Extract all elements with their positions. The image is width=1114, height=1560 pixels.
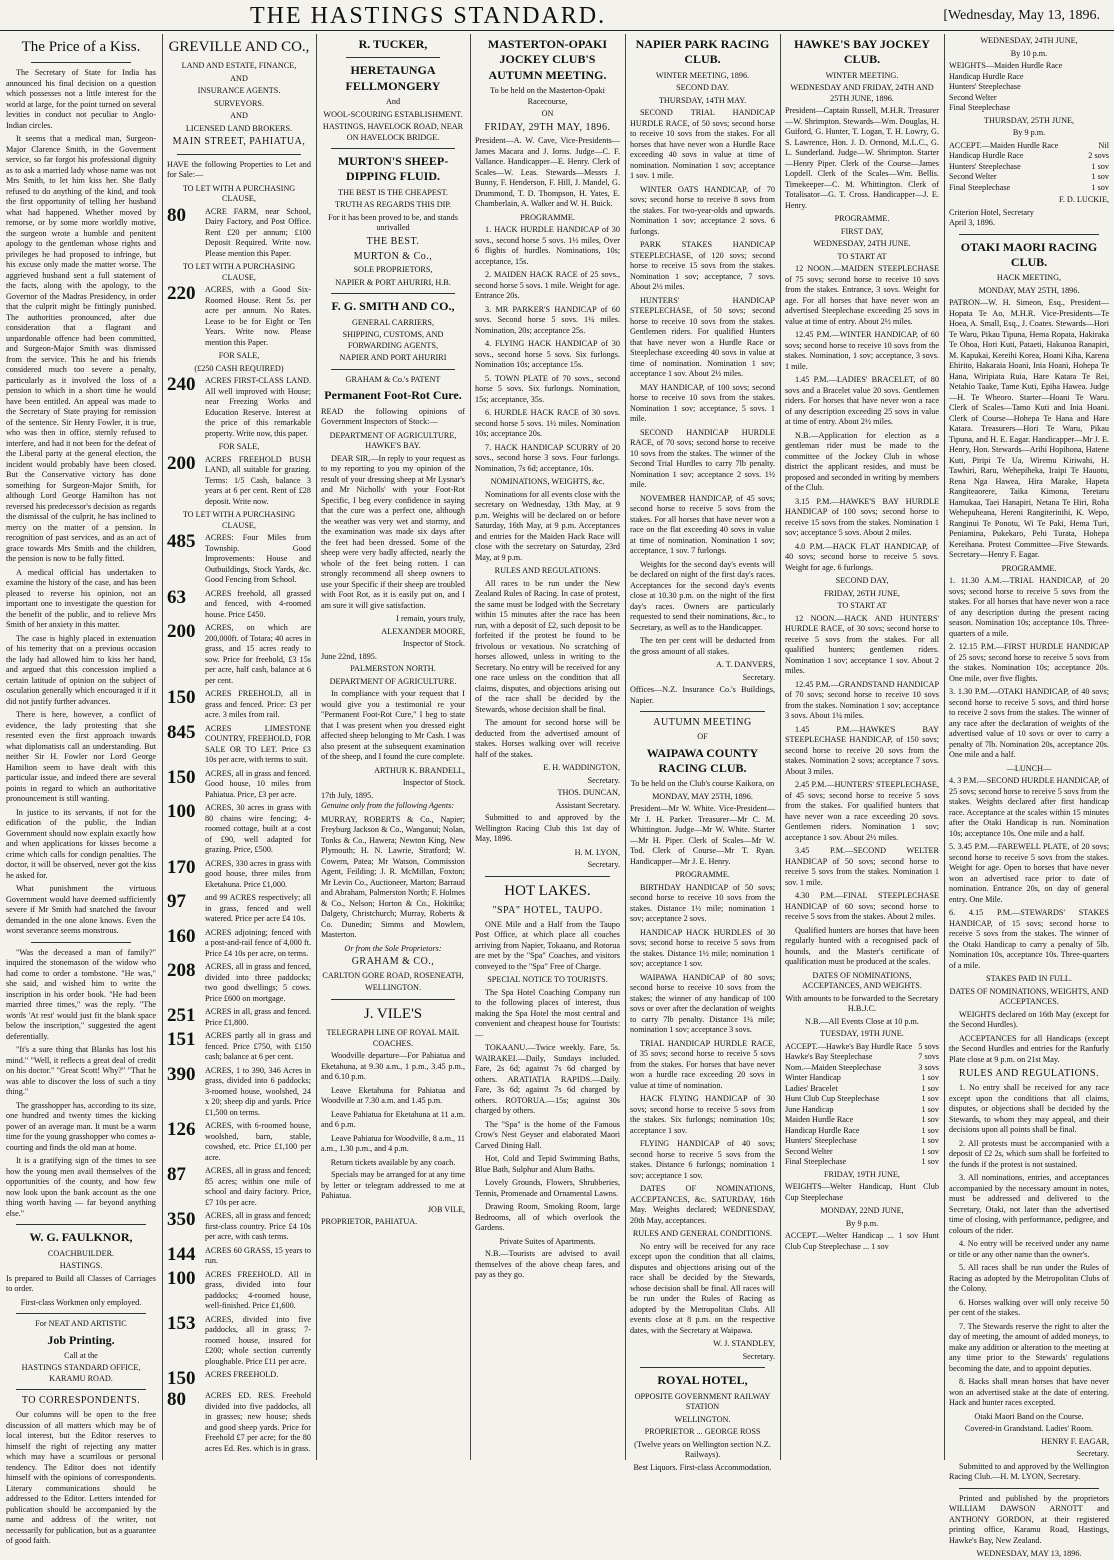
ad-subtitle: LAND AND ESTATE, FINANCE, [181, 61, 297, 71]
race-entry: 12 NOON.—MAIDEN STEEPLECHASE of 75 sovs; second horse to receive 10 sovs from the stakes. Entrance, 3 sovs. Weight for age. For all horses that have never won an advertised Steeplechase exceeding 25 sovs in value at time of entry. About 2½ miles. [785, 264, 939, 326]
signature: F. D. LUCKIE, [1058, 195, 1109, 204]
ad-subtitle: AND [230, 73, 248, 83]
race-entry: 3. 1.30 P.M.—OTAKI HANDICAP, of 40 sovs; second horse to receive 5 sovs, and third horse to receive 2 sovs from the stakes. The winner of any race after the declaration of weights of the advertised value of 10 sovs or over to carry a penalty of 7lb. Nomination 20s, acceptance 20s. One mile and a half. [949, 687, 1109, 760]
ad-text: ONE Mile and a Half from the Taupo Post Office, at which place all coaches arriving from Napier, Tokaanu, and Rotorua are met by the "Spa" Coaches, and visitors conveyed to the "Spa" Free of Charge. [475, 919, 620, 971]
fee-row: Handicap Hurdle Race 2 sovs [949, 151, 1109, 160]
notice-text: Submitted to and approved by the Wellington Racing Club this 1st day of May, 1896. [475, 813, 620, 844]
race-entry: 6. 4.15 P.M.—STEWARDS' STAKES HANDICAP, of 15 sovs; second horse to receive 5 sovs from the stakes. The winner of the Otaki Handicap to carry a penalty of 5lb. Nomination 10s, acceptance 10s. Three-quarters of a mile. [949, 908, 1109, 970]
event-date: FRIDAY, 29TH MAY, 1896. [484, 121, 611, 133]
property-listing: 153 ACRES, divided into five paddocks, all in grass; 7-roomed house, insured for £200; whole section currently ploughable. Price £11 per acre. [167, 1312, 311, 1366]
ad-text: READ the following opinions of Government Inspectors of Stock:— [321, 406, 465, 427]
ad-text: Hot, Cold and Tepid Swimming Baths, Blue Bath, Sulphur and Alum Baths. [475, 1154, 620, 1174]
column-rule [162, 34, 163, 1460]
officers-list: President—Mr W. White. Vice-President—Mr J. H. Parker. Treasurer—Mr C. M. Whittington. Judge—Mr W. White. Starter—Mr H. Piper. Clerk of Scales—Mr W. Tod. Clerk of Course—Mr T. Ryan. Handicapper—Mr J. E. Henry. [630, 804, 775, 866]
race-entry: 12.45 P.M.—GRANDSTAND HANDICAP of 70 sovs; second horse to receive 10 sovs from the stakes. Nomination 1 sov; acceptance 3 sovs. About 1¼ miles. [785, 679, 939, 721]
agent-list: MURRAY, ROBERTS & Co., Napier; Freyburg Jackson & Co., Wanganui; Nolan, Tonks & Co., Hawera; Newton King, New Plymouth; H. N. Lawrie, Stratford; W. Cowern, Patea; Mr Watson, Commission Agent, Feilding; J. R. McMillan, Foxton; Mr Levin Co., Auctioneer, Marton; Barraud and Abraham, Palmerston North; F. Holmes & Co., Nelson; Horton & Co., Hokitika; Dalgety, Christchurch; Murray, Roberts & Co. Dunedin; Simms and Mowlem, Masterton. [321, 814, 465, 940]
article-headline: The Price of a Kiss. [21, 39, 141, 55]
ad-text: For it has been proved to be, and stands unrivalled [328, 212, 458, 233]
date-text: June 22nd, 1895. [321, 651, 377, 661]
date-text: 17th July, 1895. [321, 790, 374, 800]
ad-text: (Twelve years on Wellington section N.Z. Railways). [634, 1439, 771, 1460]
notice-text: No entry will be received for any race except upon the condition that all claims, disputes and objections arising out of the race shall be decided by the Stewards, whose decision shall be final. All races will be run under the Rules of Racing as adopted by the Metropolitan Clubs. All events close at 8 p.m. on the respective dates, with the Secretary at Waipawa. [630, 1241, 775, 1335]
ad-title: MASTERTON-OPAKI JOCKEY CLUB'S AUTUMN MEETING. [487, 37, 608, 82]
ad-subtitle: SURVEYORS. [213, 98, 265, 108]
signature: W. J. STANDLEY, [713, 1339, 775, 1349]
ad-subtitle: GRAHAM & Co.'s PATENT [345, 374, 441, 384]
event-date: MONDAY, 22ND JUNE, [820, 1206, 904, 1216]
ad-text: First-class Workmen only employed. [20, 1297, 142, 1307]
officers-list: PATRON—W. H. Simeon, Esq., President—Hopata Te Ao, M.H.R. Vice-Presidents—Te Hoea, A. Small, Esq., J. Coates. Stewards—Hori Te Waru, Pikau Tipuna, Hema Ropata, Hakiraka Te Ohoa, Hori Kuti, Pataeti, Hakunoa Ranapiri, M. Kapukai, Kereihi Korea, Hoani Kiha, Karena Ehirito, Hakaraia Hoani, Inia Hoani, Hohepa Te Hana, Wiripiata Ruia, Hare Katara Te Rei, Netahio Taake, Tame Kuti, Epiha Hawea. Judge—H. Te Wheoro. Starter—Hoani Te Waru. Clerk of Scales—Tamo Kuti and Inia Hoani. Clerk of Course—Hohepa Te Hana and Hare Katara. Treasurers—Hori Te Waru, Pikau Tipuna, and H. E. Eagar. Handicapper—Mr J. E. Henry, Hon. Stewards—Arihi Hopihona, Hatene Kuti, Piripi Te Ua, Wiremu Kiriwahi, H. Tawhiri, Raru, Wehepiheka, Iraipi Te Hauotu, Rena Nga Hawea, Hira Marake, Hapeta Rangiteaorere, Taika Kimona, Teretaru Hamukaa, Taei Hanapiri, Netana Te Hiri, Roha Wehepuheana, Hereni Rangiterinihi, K. Wepo, Ranginui Te Ponotu, Wi Te Paki, Hema Turi, Peniamina, Pukekaro, Pehi Turata, Hohepa Kereihana. Protest Committee—Five Stewards. Secretary—Henry F. Eagar. [949, 298, 1109, 560]
ad-text: Specials may be arranged for at any time by letter or telegram addressed to me at Pahiatua. [321, 1170, 465, 1201]
fee-row: Winter Handicap 1 sov [785, 1073, 939, 1083]
race-entry: 12.45 P.M.—WINTER HANDICAP, of 60 sovs; second horse to receive 10 sovs from the stakes. Nomination, 1 sov; acceptance, 3 sovs. 1 mile. [785, 330, 939, 371]
signature: THOS. DUNCAN, [557, 788, 620, 798]
ad-subtitle: WINTER MEETING, 1896. [655, 70, 750, 80]
ad-text: By 9 p.m. [845, 1218, 879, 1228]
signature: Assistant Secretary. [555, 800, 620, 810]
issue-date: [Wednesday, May 13, 1896. [943, 8, 1100, 23]
race-entry: 4. FLYING HACK HANDICAP of 30 sovs., second horse 5 sovs. Six furlongs. Nomination 10s; acceptance 15s. [475, 339, 620, 370]
ad-subtitle: OPPOSITE GOVERNMENT RAILWAY STATION [634, 1391, 771, 1412]
ad-place: HASTINGS. [59, 1261, 103, 1271]
ad-text: For NEAT AND ARTISTIC [35, 1319, 127, 1329]
column-rule [780, 34, 781, 1460]
fee-row: Final Steeplechase 1 sov [785, 1157, 939, 1167]
rule-text: 4. No entry will be received under any name or title or any other name than the owner's. [949, 1239, 1109, 1259]
ad-title: Permanent Foot-Rot Cure. [324, 388, 462, 403]
section-heading: STAKES PAID IN FULL. [986, 974, 1072, 984]
signature: Secretary. [742, 1351, 775, 1361]
property-listing: 170 ACRES, 330 acres in grass with good house, three miles from Eketahuna. Price £1,000. [167, 856, 311, 889]
day-heading: FIRST DAY, [840, 226, 884, 236]
property-listing: 208 ACRES, all in grass and fenced, divided into three paddocks; two good dwellings; 5 cows. Price £600 on mortgage. [167, 960, 311, 1003]
property-heading: TO LET WITH A PURCHASING CLAUSE, [182, 510, 296, 530]
property-listing: 150 ACRES, all in grass and fenced. Good house, 10 miles from Pahiatua. Price, £3 per acre. [167, 766, 311, 799]
race-entry: 1. HACK HURDLE HANDICAP of 30 sovs., second horse 5 sovs. 1½ miles, Over 6 flights of hurdles. Nominations, 10s; acceptance, 15s. [475, 225, 620, 266]
race-entry: HUNTERS' HANDICAP STEEPLECHASE, of 50 sovs; second horse to receive 10 sovs from the stakes. Gentlemen riders. For qualified Hunters that have never won a Hurdle Race or Steeplechase exceeding 40 sovs in value at time of nomination. Nomination 1 sov; acceptance 1 sov. About 2½ miles. [630, 295, 775, 379]
event-date: WEDNESDAY, 24TH JUNE, [980, 36, 1078, 45]
event-date: TUESDAY, 19TH JUNE. [820, 1029, 904, 1039]
section-heading: PROGRAMME. [520, 212, 575, 222]
date-text: April 3, 1896. [949, 218, 995, 227]
section-heading: RULES AND REGULATIONS. [958, 1068, 1100, 1080]
property-listing: 100 ACRES, 30 acres in grass with 80 chains wire fencing; 4-roomed cottage, built at a cost of £90, well adapted for grazing. Price, £500. [167, 801, 311, 855]
article-paragraph: There is here, however, a conflict of evidence, the lady protesting that she resented even the first approach towards what diplomatists call an understanding. But neither Sir H. Fowler nor Lord George Hamilton seem to have dealt with this particular issue, and indeed there are several points in regard to which an authoritative pronouncement is still wanting. [6, 710, 156, 804]
property-listing: 350 ACRES, all in grass and fenced; first-class country. Price £4 10s per acre, with cash terms. [167, 1209, 311, 1242]
ad-company: GRAHAM & CO., [351, 956, 435, 968]
ad-title: NAPIER PARK RACING CLUB. [635, 37, 770, 67]
rule-text: 7. The Stewards reserve the right to alter the day of meeting, the amount of added moneys, to make any addition or alteration to the meeting at any time prior to the Stewards' regulations becoming the date, and to appoint deputies. [949, 1321, 1109, 1373]
ad-text: Woodville departure—For Pahiatua and Eketahuna, at 9.30 a.m., 1 p.m., 3.45 p.m., and 6.10 p.m. [321, 1051, 465, 1082]
property-listing: 87 ACRES, all in grass and fenced; 85 acres; within one mile of school and dairy factory. Price, £7 10s per acre. [167, 1164, 311, 1207]
fee-row: Maiden Hurdle Race 1 sov [785, 1115, 939, 1125]
property-heading: FOR SALE, [218, 442, 260, 452]
race-entry: 3.45 P.M.—SECOND WELTER HANDICAP of 50 sovs; second horse to receive 5 sovs from the stakes. Nomination 1 sov. 1 mile. [785, 846, 939, 887]
ad-text: TOKAANU.—Twice weekly. Fare, 5s. WAIRAKEI.—Daily, Sundays included. Fare, 2s 6d; against 7s 6d charged by others. ARATIATIA RAPIDS.—Daily. Fare, 3s 6d; against 7s 6d charged by others. ROTORUA.—15s; against 30s charged by others. [475, 1043, 620, 1116]
article-paragraph: It seems that a medical man, Surgeon-Major Clarence Smith, in the Goverment service, so far forgot his professional dignity as to ask a married lady whose name was not Mrs Smith, to let him kiss her. She flatly refused to do anything of the kind, and took the first opportunity of telling her husband what had happened. Whether moved by remorse, or by some more worldly motive, the surgeon wrote a humble and penitent apology to the gentleman whose rights and privileges he had proposed to infringe, but his excuse only made the matter worse. The aggrieved husband sent a full statement of the facts, along with the apology, to the Governor of the Madras Presidency, in order that the culprit might be fittingly punished. The authorities pronounced, after due consideration that a flagrant and unpardonable offence had been committed, and Surgeon-Major Smith was dismissed from the service. This he and his friends considered much too severe a penalty, particularly as it involved the loss of a pension to which in a short time he would have been entitled. An appeal was made to the Secretary of State praying for remission of the sentence. Sir Henry Fowler, it is true, who was then in office, sternly refused to interfere, and had it not been for the defeat of the Liberal party at the general election, the incident would probably have been closed. But the Conservative victory has done something for Surgeon-Major Smith, for although Lord George Hamilton has not reversed his predecessor's decision as regards the dismissal of the culprit, he has inclined to mercy on the matter of a pension. In recognition of past services, and as an act of grace towards Mrs Smith and the children, the pension is now to be fully fitted. [6, 134, 156, 564]
ad-subtitle: SECOND DAY. [676, 83, 729, 93]
ad-title: F. G. SMITH AND CO., [331, 299, 455, 314]
section-heading: NOMINATIONS, WEIGHTS, &c. [490, 477, 605, 487]
column-7 [949, 34, 1109, 1559]
property-listing: 485 ACRES: Four Miles from Township. Good Improvements: House and Outbuildings, Stock Yards, &c. Good Fencing from School. [167, 531, 311, 585]
race-entry: 4. 3 P.M.—SECOND HURDLE HANDICAP, of 25 sovs; second horse to receive 5 sovs from the stakes. Weights declared after first handicap race. Acceptance at the scales within 15 minutes after the Otaki Handicap is run. Nomination 10s; acceptance 10s. One mile and a half. [949, 776, 1109, 838]
signature: I remain, yours truly, [396, 614, 465, 624]
article-paragraph: It is a gratifying sign of the times to see how the young men avail themselves of the opportunities of the county, and how few now look upon the bank account as the one thing worth having — far beyond anything else." [6, 1156, 156, 1218]
day-heading: SECOND DAY, [835, 576, 889, 586]
article-paragraph: "Was the deceased a man of family?" inquired the stonemason of the widow who had come to order a tombstone. "He was," she said, and wished him to write the inscription in his order book. "He had been married three times," was the reply. "The words 'At rest' would just fit the blank space below the inscription," suggested the agent deferentially. [6, 947, 156, 1041]
notice-text: ACCEPT.—Welter Handicap ... 1 sov Hunt Club Cup Steeplechase ... 1 sov [785, 1231, 939, 1251]
ad-text: SHIPPING, CUSTOMS, AND FORWARDING AGENTS, [342, 330, 444, 350]
race-entry: 3.15 P.M.—HAWKE'S BAY HURDLE HANDICAP of 100 sovs; second horse to receive 15 sovs from the stakes. Nomination 1 sov; acceptance 5 sovs. About 2 miles. [785, 496, 939, 538]
column-rule [944, 34, 945, 1460]
ad-address: HASTINGS, HAVELOCK ROAD, NEAR ON HAVELOCK BRIDGE. [322, 122, 464, 142]
fee-row: Second Welter 1 sov [785, 1146, 939, 1156]
property-listing: 251 ACRES in all, grass and fenced. Price £1,800. [167, 1005, 311, 1027]
event-date: THURSDAY, 14TH MAY. [658, 95, 747, 105]
property-listing: 63 ACRES freehold, all grassed and fenced, with 4-roomed house. Price £450. [167, 586, 311, 619]
signature: ARTHUR K. BRANDELL, [374, 765, 465, 775]
section-heading: TO CORRESPONDENTS. [21, 1395, 141, 1407]
signature: Criterion Hotel, Secretary [949, 207, 1034, 217]
article-paragraph: In justice to its servants, if not for the edification of the public, the Indian Government should now explain exactly how and when applications for kisses become a crime which calls for condign penalties. The doctor, it will be observed, never got the kiss he asked for. [6, 807, 156, 880]
section-heading: PROGRAMME. [675, 870, 730, 880]
ad-address: MAIN STREET, PAHIATUA, [172, 136, 306, 148]
ad-title: HERETAUNGA FELLMONGERY [345, 63, 441, 93]
ad-address: HASTINGS STANDARD OFFICE, KARAMU ROAD. [21, 1363, 141, 1383]
property-listing: 97 and 99 ACRES respectively; all in grass, fenced and well watered. Price per acre £4 10s. [167, 891, 311, 924]
rule-text: 2. All protests must be accompanied with a deposit of £2 2s, which sum shall be forfeited to the funds if the protest is not sustained. [949, 1138, 1109, 1169]
race-entry: 1. 11.30 A.M.—TRIAL HANDICAP, of 20 sovs; second horse to receive 5 sovs from the stakes. For all horses that have never won a race of any description during the present racing season. Nomination 10s; acceptance 10s. Three-quarters of a mile. [949, 576, 1109, 638]
notice-text: Submitted to and approved by the Wellington Racing Club.—H. M. LYON, Secretary. [949, 1461, 1109, 1482]
article-paragraph: "It's a sure thing that Blanks has lost his mind." "Well, it reflects a great deal of credit on his doctor." "Great Scott! Why?" "That he was able to discover the loss of such a tiny thing." [6, 1045, 156, 1097]
article-paragraph: The Secretary of State for India has announced his final decision on a question which possesses not a little interest for the world at large, for the point turned on several levities in conduct not peculiar to Anglo-Indian circles. [6, 68, 156, 130]
section-heading: RULES AND GENERAL CONDITIONS. [632, 1229, 773, 1239]
fee-row: ACCEPT.—Maiden Hurdle Race Nil [949, 140, 1109, 150]
fee-row: Hunters' Steeplechase 1 sov [949, 161, 1109, 171]
ad-text: TRUTH AS REGARDS THIS DIP. [334, 200, 452, 210]
ad-text: PROPRIETOR ... GEORGE ROSS [644, 1427, 761, 1437]
event-date: FRIDAY, 26TH JUNE, [824, 588, 900, 598]
imprint-date: WEDNESDAY, MAY 13, 1896. [976, 1549, 1082, 1559]
signature: JOB VILE, [427, 1204, 465, 1214]
section-heading: —LUNCH— [1006, 763, 1052, 773]
race-entry: 1.45 P.M.—HAWKE'S BAY STEEPLECHASE HANDICAP, of 150 sovs; second horse to receive 20 sovs from the stakes. Nomination 2 sovs; acceptance 7 sovs. About 3 miles. [785, 724, 939, 776]
signature: H. M. LYON, [574, 847, 620, 857]
notice-text: Nominations for all events close with the secretary on Wednesday, 13th May, at 9 p.m. Weights will be declared on or before Saturday, 16th May, at 9 p.m. Acceptances and entries for the Maiden Hack Race will close with the secretary on Saturday, 23rd May, at 9 p.m. [475, 489, 620, 562]
race-entry: 1.45 P.M.—LADIES' BRACELET, of 80 sovs and a Bracelet value 20 sovs. Gentlemen riders. For horses that have never won a race of any description exceeding 25 sovs in value at time of entry. About 2½ miles. [785, 375, 939, 427]
race-entry: 2.45 P.M.—HUNTERS' STEEPLECHASE, of 45 sovs; second horse to receive 5 sovs from the stakes. For qualified hunters that have never won a race exceeding 20 sovs. Gentlemen riders. Nomination 1 sov; acceptance 1 sov. About 2½ miles. [785, 780, 939, 842]
ad-title: HOT LAKES. [504, 882, 591, 899]
notice-text: N.B.—Application for election as a gentleman rider must be made to the committee of the Jockey Club in whose district the applicant resides, and must be proposed and seconded in writing by members of the Club. [785, 430, 939, 493]
fee-row: June Handicap 1 sov [785, 1104, 939, 1114]
ad-text: THE BEST. [366, 235, 420, 247]
ad-address: NAPIER AND PORT AHURIRI [339, 353, 447, 363]
ad-title: R. TUCKER, [358, 37, 428, 51]
ad-text: Is prepared to Build all Classes of Carriages to order. [6, 1273, 156, 1294]
ad-company: MURTON & Co., [353, 250, 433, 262]
ad-text: By 10 p.m. [1010, 48, 1048, 58]
notice-text: WEIGHTS declared on 16th May (except for the Second Hurdles). [949, 1009, 1109, 1030]
notice-text: Otaki Maori Band on the Course. [974, 1411, 1084, 1421]
ad-subtitle: COACHBUILDER. [47, 1248, 115, 1258]
property-listing: 390 ACRES, 1 to 390, 346 Acres in grass, divided into 6 paddocks; 3-roomed house, woolshed, 24 x 20; sheep dip and yards. Price £1,500 on terms. [167, 1063, 311, 1117]
property-listing: 126 ACRES, with 6-roomed house, woolshed, barn, stable, cowshed, etc. Price £1,100 per acre. [167, 1119, 311, 1162]
property-listing: 160 ACRES adjoining; fenced with a post-and-rail fence of 4,000 ft. Price £4 10s per acre, on terms. [167, 925, 311, 958]
event-date: WEDNESDAY AND FRIDAY, 24TH AND 25TH JUNE, 1896. [790, 83, 934, 103]
ad-text: Drawing Room, Smoking Room, large Bedrooms, all of which overlook the Gardens. [475, 1202, 620, 1233]
property-listing: 200 ACRES FREEHOLD BUSH LAND, all suitable for grazing. Terms: 1/5 Cash, balance 3 years at 6 per cent. Rent of £28 deposit. Write now. [167, 452, 311, 506]
ad-text: Genuine only from the following Agents: [321, 801, 455, 811]
race-entry: 7. HACK HANDICAP SCURRY of 20 sovs., second horse 3 sovs. Four furlongs. Nomination, 7s 6d; acceptance, 10s. [475, 442, 620, 473]
race-entry: 2. 12.15 P.M.—FIRST HURDLE HANDICAP of 25 sovs; second horse to receive 5 sovs from the stakes. Nomination 10s; acceptance 20s. One mile, over five flights. [949, 642, 1109, 683]
ad-address: Offices—N.Z. Insurance Co.'s Buildings, Napier. [630, 685, 775, 705]
notice-text: Our columns will be open to the free discussion of all matters which may be of local interest, but the Editor reserves to himself the right of rejecting any matter which may have a scurrilous or personal tendency. The Editor does not identify himself with the opinions of correspondents. Literary communications should be addressed to the Editor. Letters intended for publication should be accompanied by the name and address of the writer, not necessarily for publication, but as a guarantee of good faith. [6, 1410, 156, 1546]
ad-subtitle: WINTER MEETING. [825, 70, 899, 80]
ad-text: Leave Pahiatua for Woodville, 8 a.m., 11 a.m., 1.30 p.m., and 4 p.m. [321, 1133, 465, 1154]
fee-row: Second Welter 1 sov [949, 172, 1109, 181]
ad-text: And [385, 97, 401, 107]
signature: Inspector of Stock. [402, 778, 465, 788]
rule-text: 1. No entry shall be received for any race except upon the conditions that all claims, disputes, or objections shall be decided by the Stewards, to whom they may appeal, and their decisions upon all points shall be final. [949, 1083, 1109, 1135]
signature: ALEXANDER MOORE, [381, 626, 465, 636]
officers-list: President—A. W. Cave, Vice-Presidents—James Macara and J. Iorns. Judge—C. F. Vallance. Handicapper—E. Henry. Clerk of Scales—W. Leas. Stewards—Messrs J. Bunny, F. Henderson, F. Hill, J. Mandel, G. Drummond, T. D. Thompson, H. Yates, E. Chamberlain, A. Walker and W. H. Buick. [475, 136, 620, 209]
notice-text: Weights for the second day's events will be declared on night of the first day's races. Acceptances for the second day's events close at 10.30 p.m. on the night of the first day's races. Owners are particularly requested to send their nominations, &c., to Secretary, as well as to the Handicapper. [630, 559, 775, 632]
property-heading: TO LET WITH A PURCHASING CLAUSE, [182, 262, 296, 282]
ad-subtitle: LICENSED LAND BROKERS. [185, 123, 293, 133]
ad-text: Or from the Sole Proprietors: [344, 943, 442, 953]
notice-text: WEIGHTS—Welter Handicap, Hunt Club Cup Steeplechase [785, 1182, 939, 1202]
notice-text: The amount for second horse will be deducted from the advertised amount of stakes. Horses walking over will receive half of the stakes. [475, 718, 620, 759]
property-heading: FOR SALE, [218, 351, 260, 361]
event-date: MONDAY, MAY 25TH, 1896. [978, 285, 1080, 295]
race-entry: SECOND HANDICAP HURDLE RACE, of 70 sovs; second horse to receive 10 sovs from the stakes. The winner of the Second Trial Hurdles to carry 7lb penalty. Nomination 1 sov; acceptance 2 sovs. 1½ mile. [630, 427, 775, 490]
section-heading: DATES OF NOMINATIONS, WEIGHTS, AND ACCEPTANCES. [949, 986, 1109, 1007]
column-4 [475, 34, 620, 1460]
signature: PROPRIETOR, PAHIATUA. [321, 1217, 418, 1227]
signature: Secretary. [742, 672, 775, 682]
ad-text: By 9 p.m. [1012, 128, 1046, 137]
ad-subtitle: AND [230, 111, 248, 121]
notice-text: The ten per cent will be deducted from the gross amount of all stakes. [630, 636, 775, 656]
rule-text: 8. Hacks shall mean horses that have never won an advertised stake at the date of entering. Hack and hunter races excepted. [949, 1377, 1109, 1408]
ad-text: To be held on the Club's course Kaikora, on [630, 779, 775, 789]
ad-text: TO START AT [837, 601, 887, 611]
race-entry: WINTER OATS HANDICAP, of 70 sovs; second horse to receive 8 sovs from the stakes. For two-year-olds and upwards. Nomination 1 sov; acceptance 2 sovs. 6 furlongs. [630, 184, 775, 236]
property-listing: 80 ACRES ED. RES. Freehold divided into five paddocks, all in grasses; new house; sheds and good sheep yards. Price for Freehold £7 per acre; for the 80 acres Ed. Res. which is in grass. [167, 1389, 311, 1453]
fee-row: Hunters' Steeplechase [949, 82, 1021, 91]
column-5 [630, 34, 775, 1472]
property-listing: 151 ACRES partly all in grass and fenced. Price £750, with £150 cash; balance at 6 per cent. [167, 1029, 311, 1062]
ad-title: W. G. FAULKNOR, [29, 1230, 133, 1245]
notice-text: N.B.—All Events Close at 10 p.m. [805, 1016, 919, 1026]
signature: Secretary. [587, 860, 620, 870]
ad-title: WAIPAWA COUNTY RACING CLUB. [646, 745, 759, 775]
ad-text: Leave Eketahuna for Pahiatua and Woodville at 7.30 a.m. and 1.45 p.m. [321, 1085, 465, 1106]
fee-row: Second Welter [949, 92, 997, 102]
column-rule [316, 34, 317, 1460]
ad-subtitle: GENERAL CARRIERS, [351, 317, 435, 327]
property-listing: 150 ACRES FREEHOLD, all in grass and fenced. Price: £3 per acre. 3 miles from rail. [167, 687, 311, 720]
ad-address: CARLTON GORE ROAD, ROSENEATH, [322, 970, 464, 980]
ad-text: Best Liquors. First-class Accommodation. [633, 1462, 772, 1472]
newspaper-title: THE HASTINGS STANDARD. [250, 3, 607, 29]
ad-subtitle: INSURANCE AGENTS. [197, 86, 281, 96]
property-listing: 200 ACRES, on which are 200,000ft. of Totara; 40 acres in grass, and 15 acres ready to sow. Price for freehold, £3 15s per acre, half cash, balance at 6 per cent. [167, 621, 311, 685]
property-listing: 144 ACRES 60 GRASS, 15 years to run. [167, 1243, 311, 1266]
ad-text: TO START AT [837, 251, 887, 261]
signature: HENRY F. EAGAR, [1041, 1436, 1109, 1446]
ad-address: WELLINGTON. [674, 1414, 731, 1424]
column-6 [785, 34, 939, 1460]
fee-row: Final Steeplechase [949, 103, 1011, 112]
ad-text: DEPARTMENT OF AGRICULTURE. [329, 676, 457, 686]
column-rule [470, 34, 471, 1460]
ad-text: SOLE PROPRIETORS, [353, 265, 433, 275]
event-date: WEDNESDAY, 24TH JUNE. [813, 239, 911, 249]
ad-text: Call at the [64, 1350, 98, 1360]
property-heading: TO LET WITH A PURCHASING CLAUSE, [182, 183, 296, 204]
ad-text: To be held on the Masterton-Opaki Racecourse, [490, 86, 605, 106]
fee-row: Final Steeplechase 1 sov [949, 182, 1109, 192]
race-entry: 4.30 P.M.—FINAL STEEPLECHASE HANDICAP of 60 sovs; second horse to receive 5 sovs from the stakes. About 2 miles. [785, 891, 939, 922]
column-1 [6, 34, 156, 1546]
rule-text: 3. All nominations, entries, and acceptances accompanied by the necessary amount in notes, must be addressed and delivered to the Secretary, Otaki, not later than the advertised time of closing, with performance, pedigree, and colours of the rider. [949, 1173, 1109, 1235]
ad-title: J. VILE'S [363, 1005, 423, 1022]
race-entry: HANDICAP HACK HURDLES of 30 sovs; second horse to receive 5 sovs from the stakes. Distance 1½ mile; nomination 1 sov; acceptance 1 sov. [630, 927, 775, 969]
ad-text: Leave Pahiatua for Eketahuna at 11 a.m. and 6 p.m. [321, 1109, 465, 1130]
race-entry: FLYING HANDICAP of 40 sovs; second horse to receive 5 sovs from the stakes. Distance 6 furlongs; nomination 1 sov; acceptance 1 sov. [630, 1139, 775, 1180]
imprint-text: Printed and published by the proprietors WILLIAM DAWSON ARNOTT and ANTHONY GORDON, at their registered printing office, Karamu Road, Hastings, Hawke's Bay, New Zealand. [949, 1493, 1109, 1545]
ad-title: AUTUMN MEETING [653, 717, 752, 729]
ad-text: PALMERSTON NORTH. [350, 664, 436, 674]
section-heading: PROGRAMME. [1001, 563, 1057, 573]
ad-subtitle: TELEGRAPH LINE OF ROYAL MAIL COACHES. [326, 1028, 460, 1048]
rule-text: 5. All races shall be run under the Rules of Racing as adopted by the Metropolitan Clubs of the Colony. [949, 1263, 1109, 1294]
property-heading: (£250 CASH REQUIRED) [194, 363, 284, 373]
property-listing: 240 ACRES FIRST-CLASS LAND. All well improved with House; near Freezing Works and Education Reserve. Interest at the price of this remarkable property. Write now, this paper. [167, 374, 311, 438]
ad-address: WELLINGTON. [364, 983, 421, 993]
ad-title: MURTON'S SHEEP-DIPPING FLUID. [337, 154, 449, 184]
fee-row: Hawke's Bay Steeplechase 7 sovs [785, 1052, 939, 1062]
ad-text: ON [541, 109, 554, 119]
testimonial-text: In compliance with your request that I would give you a testimonial re your "Permanent Foot-Rot Cure," I beg to state that I was present when you dressed eight affected sheep belonging to Mr Cash. I was also present at the subsequent examination of the sheep, and I found the cure complete. [321, 689, 465, 762]
race-entry: 2. MAIDEN HACK RACE of 25 sovs., second horse 5 sovs. 1 mile. Weight for age. Entrance 20s. [475, 270, 620, 301]
testimonial-text: DEAR SIR,—In reply to your request as to my reporting to you my opinion of the result of your dressing sheep at Mr Lysnar's and Mr Nicholls' with your Foot-Rot Specific, I beg every confidence in saying that the cure was a perfect one, although the weather was very wet and stormy, and the examination was made six days after the feet had been dressed. Some of the sheep were very badly affected, nearly the whole of the feet being rotten. I can strongly recommend all sheep owners to use your Specific if their sheep are troubled with Foot Rot, as it is easily put on, and I am sure it will give satisfaction. [321, 453, 465, 610]
race-entry: 12 NOON.—HACK AND HUNTERS' HURDLE RACE, of 30 sovs; second horse to receive 5 sovs from the stakes. For all qualified hunters; gentlemen riders. Nomination 1 sov; acceptance 1 sov. About 2 miles. [785, 613, 939, 676]
signature: Inspector of Stock. [402, 639, 465, 649]
notice-text: Qualified hunters are horses that have been regularly hunted with a recognised pack of hounds, and the Master's certificate of qualification must be produced at the scales. [785, 925, 939, 967]
race-entry: NOVEMBER HANDICAP, of 45 sovs; second horse to receive 5 sovs from the stakes. For all horses that have never won a race on the flat exceeding 40 sovs in value at time of nomination. Nomination 1 sov; acceptance, 1 sov. 7 furlongs. [630, 493, 775, 556]
race-entry: 6. HURDLE HACK RACE of 30 sovs. second horse 5 sovs. 1½ miles. Nomination 10s; acceptance 20s. [475, 408, 620, 439]
ad-text: Private Suites of Apartments. [499, 1236, 596, 1246]
article-paragraph: A medical official has undertaken to examine the history of the case, and has been pleased to reverse his opinion, not an important one to investigate the question for the benefit of the public, and to relieve Mrs Smith of her anxiety in this matter. [6, 567, 156, 630]
signature: A. T. DANVERS, [715, 660, 775, 670]
signature: Secretary. [1076, 1449, 1109, 1459]
ad-title: OTAKI MAORI RACING CLUB. [960, 239, 1098, 269]
ad-text: Lovely Grounds, Flowers, Shrubberies, Tennis, Promenade and Ornamental Lawns. [475, 1178, 620, 1198]
notice-text: All races to be run under the New Zealand Rules of Racing. In case of protest, the same must be lodged with the Secretary within 15 minutes after the race has been run, with a deposit of £2, such deposit to be forfeited if the protest be found to be frivolous or vexatious. No scratching of horses allowed, unless in writing to the Secretary. No entry will be received for any one race unless on the condition that all claims, disputes, and objections arising out of the race shall be decided by the Stewards, whose decision shall be final. [475, 578, 620, 714]
article-paragraph: The case is highly placed in extenuation of his temerity that on a previous occasion the lady had allowed him to kiss her hand, and argued that this concession implied a certain latitude of opinion on the subject of osculation generally which encouraged it if it did not justify further advances. [6, 633, 156, 706]
race-entry: MAY HANDICAP, of 100 sovs; second horse to receive 10 sovs from the stakes. Nomination 1 sov; acceptance, 5 sovs. 1 mile. [630, 382, 775, 424]
article-paragraph: What punishment the virtuous Government would have deemed sufficiently severe if Mr Smith had snatched the favour demanded in the one alone knows. Even the worst severance seems monstrous. [6, 884, 156, 936]
fee-row: WEIGHTS—Maiden Hurdle Race [949, 61, 1063, 70]
property-listing: 80 ACRE FARM, near School, Dairy Factory, and Post Office. Rent £20 per annum; £100 Deposit Required. Write now. Please mention this Paper. [167, 204, 311, 258]
event-date: FRIDAY, 19TH JUNE, [824, 1169, 900, 1179]
ad-text: THE BEST IS THE CHEAPEST. [338, 187, 448, 197]
fee-row: Handicap Hurdle Race 1 sov [785, 1125, 939, 1135]
notice-text: ACCEPTANCES for all Handicaps (except the Second Hurdles and entries for the Ranfurly Plate close at 9 p.m. on 21st May. [949, 1033, 1109, 1064]
race-entry: SECOND TRIAL HANDICAP HURDLE RACE, of 50 sovs; second horse to receive 10 sovs from the stakes. For all horses that have never won a Hurdle Race exceeding 40 sovs in value at time of nomination. Nomination 1 sov; acceptance 1 sov. 1 mile. [630, 108, 775, 181]
officers-list: President—Captain Russell, M.H.R. Treasurer—W. Shrimpton. Stewards—Wm. Douglas, H. Guiford, G. Hunter, T. Logan, T. H. Lowry, G. S. Lawrence, Hon. J. D. Ormond, M.L.C., G. L. Sunderland. Judge—W. Shrimpton. Starter—Henry Piper. Clerk of the Course—James Lopdell. Clerk of the Scales—Wm. Bellis. Timekeeper—C. M. Whittington. Clerk of Totalisator—G. T. Cross. Handicapper—J. E. Henry. [785, 106, 939, 210]
race-entry: PARK STAKES HANDICAP STEEPLECHASE, of 120 sovs; second horse to receive 15 sovs from the stakes. Nomination 1 sov; acceptance, 7 sovs. About 2½ miles. [630, 240, 775, 292]
signature: E. H. WADDINGTON, [543, 763, 620, 773]
property-listing: 845 ACRES LIMESTONE COUNTRY, FREEHOLD, FOR SALE OR TO LET. Price £3 10s per acre, with terms to suit. [167, 721, 311, 765]
property-listing: 100 ACRES FREEHOLD. All in grass, divided into four paddocks; 4-roomed house, well-finished. Price £1,600. [167, 1267, 311, 1311]
section-heading: DATES OF NOMINATIONS, ACCEPTANCES, AND WEIGHTS. [802, 970, 922, 991]
article-paragraph: The grasshopper has, according to its size, one hundred and twenty times the kicking power of an average man. It must be a warm time for the young grasshopper who comes a-courting and finds the old man at home. [6, 1100, 156, 1152]
fee-row: Hunters' Steeplechase 1 sov [785, 1136, 939, 1146]
ad-text: HAVE the following Properties to Let and for Sale:— [167, 159, 311, 180]
event-date: MONDAY, MAY 25TH, 1896. [652, 791, 753, 801]
section-heading: PROGRAMME. [834, 214, 890, 224]
race-entry: HACK FLYING HANDICAP of 30 sovs; second horse to receive 5 sovs from the stakes. Six furlongs; nomination 10s; acceptance 1 sov. [630, 1094, 775, 1135]
ad-text: OF [697, 732, 708, 742]
race-entry: 3. MR PARKER'S HANDICAP of 60 sovs. Second horse 5 sovs. 1¼ miles. Nomination, 20s; acceptance 25s. [475, 304, 620, 335]
ad-text: N.B.—Tourists are advised to avail themselves of the above cheap fares, and pay as they go. [475, 1249, 620, 1280]
race-entry: 5. TOWN PLATE of 70 sovs., second horse 5 sovs. Six furlongs. Nomination, 15s; acceptance, 35s. [475, 373, 620, 404]
rule-text: 6. Horses walking over will only receive 50 per cent of the stakes. [949, 1297, 1109, 1318]
ad-title: Job Printing. [47, 1332, 115, 1347]
notice-text: With amounts to be forwarded to the Secretary H.B.J.C. [785, 993, 939, 1014]
ad-title: HAWKE'S BAY JOCKEY CLUB. [794, 37, 930, 67]
ad-text: WOOL-SCOURING ESTABLISHMENT. [323, 109, 463, 119]
fee-row: ACCEPT.—Hawke's Bay Hurdle Race 5 sovs [785, 1041, 939, 1051]
ad-text: The Spa Hotel Coaching Company run to the following places of interest, thus making the Spa Hotel the most central and convenient and cheapest house for Tourists:— [475, 987, 620, 1039]
ad-title: ROYAL HOTEL, [657, 1373, 748, 1388]
ad-address: NAPIER & PORT AHURIRI, H.B. [335, 277, 451, 287]
property-listing: 150 ACRES FREEHOLD. [167, 1368, 279, 1390]
race-entry: WAIPAWA HANDICAP of 80 sovs; second horse to receive 10 sovs from the stakes; the winner of any handicap of 100 sovs or over after the declaration of weights to carry 7lb penalty. Distance 1¼ mile; nomination 1 sov; acceptance 3 sovs. [630, 972, 775, 1035]
masthead [0, 0, 1114, 31]
race-entry: 5. 3.45 P.M.—FAREWELL PLATE, of 20 sovs; second horse to receive 5 sovs from the stakes. Weight for age. Open to horses that have never won an advertised race prior to date of nomination. Entrance 20s, on day of general entry. One Mile. [949, 842, 1109, 904]
ad-text: Return tickets available by any coach. [330, 1157, 456, 1167]
race-entry: TRIAL HANDICAP HURDLE RACE, of 35 sovs; second horse to receive 5 sovs from the stakes. For horses that have never won a hurdle race exceeding 20 sovs in value at time of nomination. [630, 1038, 775, 1090]
section-heading: RULES AND REGULATIONS. [494, 566, 601, 576]
section-heading: SPECIAL NOTICE TO TOURISTS. [487, 975, 608, 985]
ad-subtitle: "SPA" HOTEL, TAUPO. [492, 905, 603, 917]
fee-row: Ladies' Bracelet 1 sov [785, 1083, 939, 1093]
signature: Secretary. [587, 775, 620, 785]
notice-text: Covered-in Grandstand. Ladies' Room. [964, 1424, 1094, 1434]
notice-text: DATES OF NOMINATIONS, ACCEPTANCES, &c. SATURDAY, 16th May. Weights declared; WEDNESDAY, 20th May, acceptances. [630, 1184, 775, 1225]
column-2 [167, 34, 311, 1460]
ad-text: The "Spa" is the home of the Famous Crow's Nest Geyser and elaborated Maori Carved Dining Hall. [475, 1119, 620, 1150]
column-rule [625, 34, 626, 1460]
fee-row: Nom.—Maiden Steeplechase 3 sovs [785, 1062, 939, 1072]
property-listing: 220 ACRES, with a Good Six-Roomed House. Rent 5s. per acre per annum. No Rates. Lease to be for Eight or Ten Years. Write now. Please mention this Paper. [167, 283, 311, 347]
ad-title: GREVILLE AND CO., [168, 39, 310, 55]
ad-text: DEPARTMENT OF AGRICULTURE, HAWKE'S BAY. [329, 430, 457, 451]
event-date: THURSDAY, 25TH JUNE, [983, 115, 1075, 125]
fee-row: Hunt Club Cup Steeplechase 1 sov [785, 1094, 939, 1104]
race-entry: 4.0 P.M.—HACK FLAT HANDICAP, of 40 sovs; second horse to receive 5 sovs. Weight for age. 6 furlongs. [785, 541, 939, 572]
race-entry: BIRTHDAY HANDICAP of 50 sovs; second horse to receive 10 sovs from the stakes. Distance 1½ mile; nomination 1 sov; acceptance 2 sovs. [630, 882, 775, 924]
ad-subtitle: HACK MEETING, [996, 273, 1062, 283]
column-3 [321, 34, 465, 1460]
fee-row: Handicap Hurdle Race [949, 71, 1024, 81]
